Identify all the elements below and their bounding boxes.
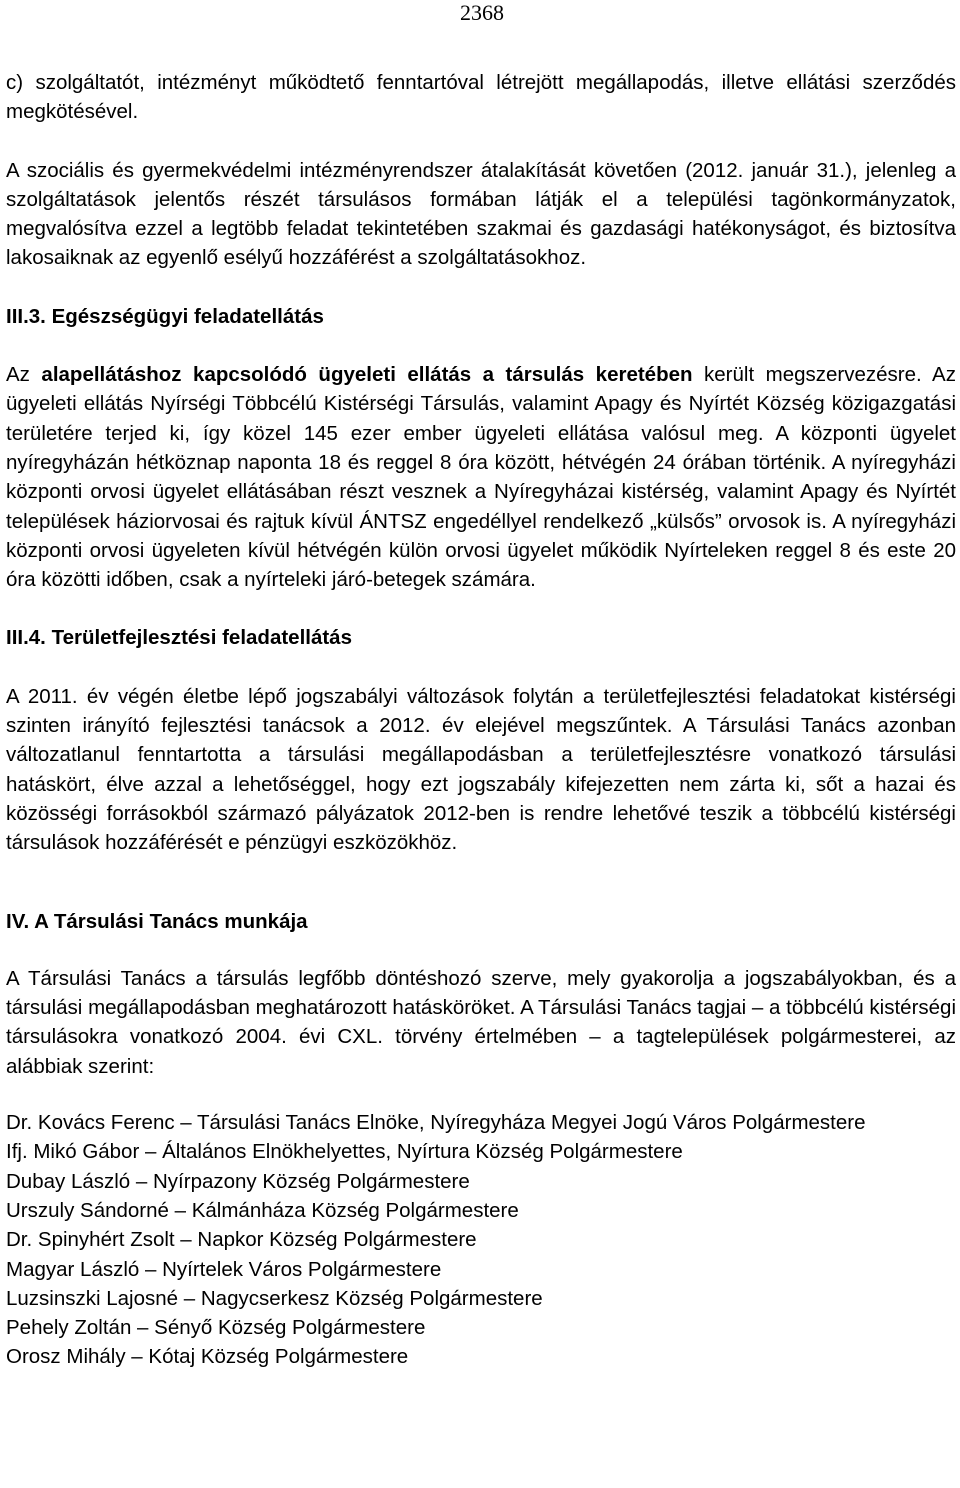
document-body — [6, 68, 956, 1372]
list-item: Magyar László – Nyírtelek Város Polgármestere — [6, 1257, 442, 1281]
heading-iv: IV. A Társulási Tanács munkája — [6, 909, 308, 933]
heading-iii3: III.3. Egészségügyi feladatellátás — [6, 304, 324, 328]
paragraph-szocialis: A szociális és gyermekvédelmi intézményrendszer átalakítását követően (2012. január 31.), jelenleg a szolgáltatások jelentős részét társulásos formában látják el a települési tagönkormányzatok, megvalósítva ezzel a legtöbb feladat tekintetében szakmai és gazdasági hatékonyságot, és biztosítva lakosaiknak az egyenlő esélyű hozzáférést a szolgáltatásokhoz. — [6, 158, 956, 270]
list-item: Urszuly Sándorné – Kálmánháza Község Polgármestere — [6, 1198, 519, 1222]
list-item: Pehely Zoltán – Sényő Község Polgármestere — [6, 1316, 426, 1340]
member-list — [6, 1108, 956, 1372]
list-item: Dr. Spinyhért Zsolt – Napkor Község Polgármestere — [6, 1228, 477, 1252]
page-number: 2368 — [460, 0, 504, 25]
list-item: Luzsinszki Lajosné – Nagycserkesz Község Polgármestere — [6, 1286, 543, 1310]
list-item: Orosz Mihály – Kótaj Község Polgármestere — [6, 1345, 409, 1369]
paragraph-tanacs: A Társulási Tanács a társulás legfőbb döntéshozó szerve, mely gyakorolja a jogszabályokban, és a társulási megállapodásban meghatározott hatásköröket. A Társulási Tanács tagjai – a többcélú kistérségi társulásokra vonatkozó 2004. évi CXL. törvény értelmében – a tagtelepülések polgármesterei, az alábbiak szerint: — [6, 966, 956, 1078]
paragraph-ugyelet — [6, 360, 956, 594]
paragraph-teruletfejlesztes: A 2011. év végén életbe lépő jogszabályi változások folytán a területfejlesztési feladatokat kistérségi szinten irányító fejlesztési tanácsok a 2012. év elejével megszűntek. A Társulási Tanács azonban változatlanul fenntartotta a társulási megállapodásban a területfejlesztésre vonatkozó társulási hatáskört, élve azzal a lehetőséggel, hogy ezt jogszabály kifejezetten nem zárta ki, sőt a hazai és közösségi forrásokból származó pályázatok 2012-ben is rendre lehetővé teszik a többcélú kistérségi társulások hozzáférését e pénzügyi eszközökhöz. — [6, 684, 956, 855]
list-item: Dubay László – Nyírpazony Község Polgármestere — [6, 1169, 470, 1193]
paragraph-c: c) szolgáltatót, intézményt működtető fenntartóval létrejött megállapodás, illetve ellátási szerződés megkötésével. — [6, 71, 956, 124]
list-item: Ifj. Mikó Gábor – Általános Elnökhelyettes, Nyírtura Község Polgármestere — [6, 1140, 683, 1164]
ugyelet-prefix: Az — [6, 363, 30, 387]
ugyelet-bold: alapellátáshoz kapcsolódó ügyeleti ellátás a társulás keretében — [41, 363, 693, 387]
ugyelet-rest: került megszervezésre. Az ügyeleti ellátás Nyírségi Többcélú Kistérségi Társulás, valamint Apagy és Nyírtét Község közigazgatási területére terjed ki, így közel 145 ezer ember ügyeleti ellátása valósul meg. A központi ügyelet nyíregyházán hétköznap naponta 18 és reggel 8 óra között, hétvégén 24 órában történik. A nyíregyházi központi orvosi ügyelet ellátásában részt vesznek a Nyíregyházai kistérség, valamint Apagy és Nyírtét települések háziorvosai és rajtuk kívül ÁNTSZ engedéllyel rendelkező „külsős” orvosok is. A nyíregyházi központi orvosi ügyeleten kívül hétvégén külön orvosi ügyelet működik Nyírteleken reggel 8 és este 20 óra közötti időben, csak a nyírteleki járó-betegek számára. — [6, 363, 956, 592]
list-item: Dr. Kovács Ferenc – Társulási Tanács Elnöke, Nyíregyháza Megyei Jogú Város Polgármestere — [6, 1111, 866, 1135]
heading-iii4: III.4. Területfejlesztési feladatellátás — [6, 626, 352, 650]
